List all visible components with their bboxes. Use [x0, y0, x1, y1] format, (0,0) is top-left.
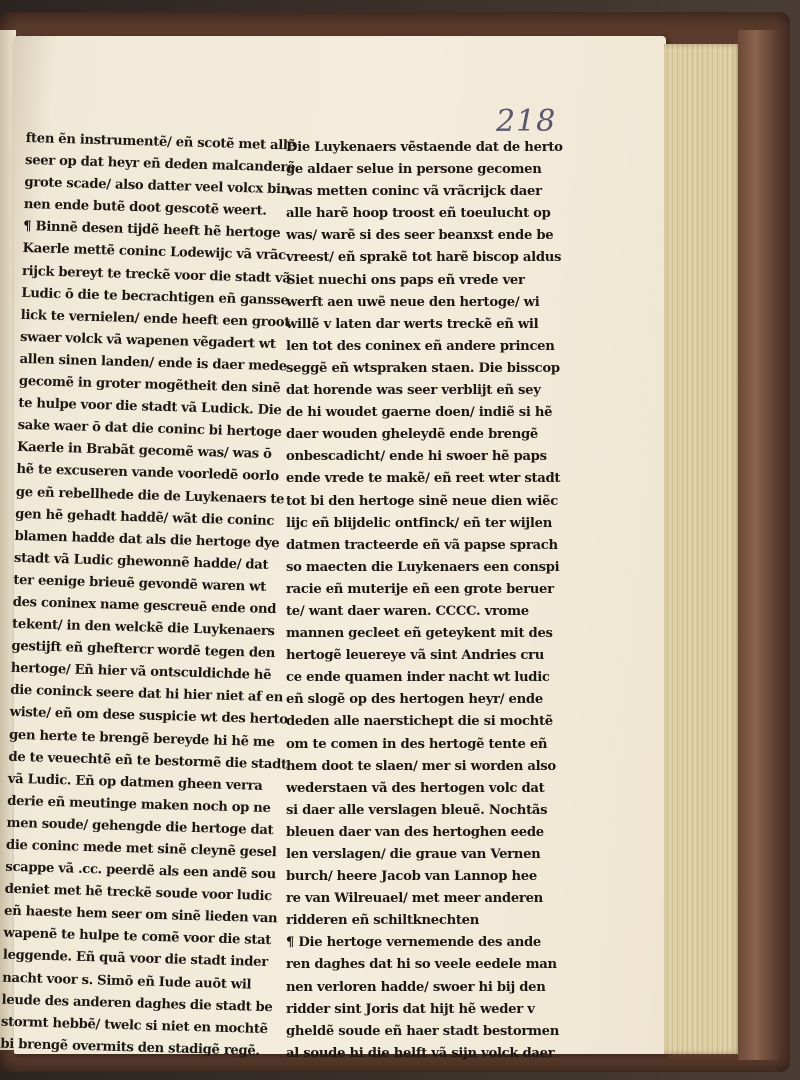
text-line: stadt vã Ludic ghewonnẽ hadde/ dat — [13, 550, 269, 573]
text-line: gheldẽ soude eñ haer stadt bestormen — [286, 1023, 560, 1039]
text-line: wederstaen vã des hertogen volc dat — [286, 780, 545, 796]
text-line: eñ slogẽ op des hertogen heyr/ ende — [286, 692, 543, 708]
text-line: bleuen daer van des hertoghen eede — [286, 824, 544, 840]
text-line: ende vrede te makẽ/ eñ reet wter stadt — [286, 471, 561, 487]
text-line: eñ haeste hem seer om sinẽ lieden van — [3, 903, 278, 927]
text-line: om te comen in des hertogẽ tente eñ — [286, 736, 548, 752]
text-line: de te veuechtẽ eñ te bestormẽ die stadt — [8, 749, 287, 773]
text-line: len verslagen/ die graue van Vernen — [286, 847, 541, 862]
text-line: de hi woudet gaerne doen/ indiẽ si hẽ — [286, 405, 553, 421]
text-line: ge eñ rebellhede die de Luykenaers te — [15, 484, 285, 507]
text-line: vreest/ eñ sprakẽ tot harẽ biscop aldus — [286, 250, 562, 266]
text-line: racie eñ muterije eñ een grote beruer — [286, 581, 554, 597]
text-column-right — [286, 137, 563, 1065]
text-line: tekent/ in den welckẽ die Luykenaers — [11, 616, 275, 640]
text-line: tot bi den hertoge sinẽ neue dien wiẽc — [286, 493, 558, 509]
text-line: ridderen eñ schiltknechten — [286, 913, 480, 929]
text-line: was metten coninc vã vrãcrijck daer — [286, 184, 542, 200]
text-line: werft aen uwẽ neue den hertoge/ wi — [286, 294, 540, 310]
text-line: allen sinen landen/ ende is daer mede — [19, 351, 288, 375]
text-line: bi brengẽ overmits den stadigẽ regẽ. — [0, 1036, 260, 1059]
text-line: grote scade/ also datter veel volcx bin — [24, 175, 291, 198]
text-line: lijc eñ blijdelic ontfinck/ eñ ter wijlen — [286, 515, 552, 531]
text-line: wiste/ eñ om dese suspicie wt des herto — [9, 705, 288, 728]
text-line: hertogẽ leuereye vã sint Andries cru — [286, 648, 545, 664]
text-line: gen herte te brengẽ bereyde hi hẽ me — [8, 727, 275, 750]
text-line: was/ warẽ si des seer beanxst ende be — [286, 228, 554, 244]
text-line: ge aldaer selue in persone gecomen — [286, 162, 542, 178]
text-line: ften ẽn instrumentẽ/ eñ scotẽ met allẽ — [25, 130, 296, 154]
text-line: onbescadicht/ ende hi swoer hẽ paps — [286, 449, 547, 465]
text-line: te hulpe voor die stadt vã Ludick. Die — [18, 396, 282, 419]
text-line: die coninck seere dat hi hier niet af en — [10, 683, 284, 706]
text-line: ce ende quamen inder nacht wt ludic — [286, 670, 550, 686]
text-line: ter eenige brieuẽ gevondẽ waren wt — [13, 572, 267, 595]
folio-number: 218 — [496, 104, 557, 139]
text-line: Kaerle in Brabãt gecomẽ was/ was ō — [16, 440, 272, 463]
text-line: Siet nuechi ons paps eñ vrede ver — [286, 272, 525, 288]
text-line: re van Wilreuael/ met meer anderen — [286, 891, 543, 907]
text-line: Die Luykenaers vẽstaende dat de herto — [286, 140, 563, 155]
text-line: die coninc mede met sinẽ cleynẽ gesel — [5, 837, 277, 861]
text-line: rijck bereyt te treckẽ voor die stadt vã — [21, 263, 291, 287]
text-column-left — [0, 128, 296, 1063]
text-line: Ludic ō die te becrachtigen eñ gansse — [21, 285, 289, 309]
text-line: des coninex name gescreuẽ ende ond — [12, 594, 277, 618]
text-line: wapenẽ te hulpe te comẽ voor die stat — [3, 926, 272, 949]
text-line: Kaerle mettẽ coninc Lodewijc vã vrãc — [22, 241, 287, 264]
text-line: ridder sint Joris dat hijt hẽ weder v — [286, 1001, 535, 1017]
text-line: lick te vernielen/ ende heeft een groot — [20, 307, 291, 331]
text-line: daer wouden gheleydẽ ende brengẽ — [286, 427, 539, 443]
text-line: seggẽ eñ wtspraken staen. Die bisscop — [286, 360, 560, 376]
text-line: hem doot te slaen/ mer si worden also — [286, 758, 556, 774]
text-line: nacht voor s. Simō eñ Iude auōt wil — [2, 970, 252, 993]
text-line: scappe vã .cc. peerdẽ als een andẽ sou — [5, 859, 277, 883]
text-line: so maecten die Luykenaers een conspi — [286, 559, 560, 575]
page-fore-edge — [664, 44, 740, 1054]
text-line: vã Ludic. Eñ op datmen gheen verra — [7, 771, 263, 794]
text-line: nen verloren hadde/ swoer hi bij den — [286, 979, 546, 995]
text-line: deniet met hẽ treckẽ soude voor ludic — [4, 881, 273, 905]
text-line: si daer alle verslagen bleuẽ. Nochtãs — [286, 802, 548, 818]
text-line: nen ende butẽ doot gescotẽ weert. — [23, 197, 267, 220]
text-line: alle harẽ hoop troost eñ toeulucht op — [286, 206, 551, 222]
text-line: ¶ Die hertoge vernemende des ande — [286, 935, 542, 951]
text-line: datmen tracteerde eñ vã papse sprach — [286, 537, 558, 553]
text-line: al soude hi die helft vã sijn volck daer — [286, 1045, 555, 1061]
text-line: hertoge/ Eñ hier vã ontsculdichde hẽ — [10, 661, 272, 684]
text-line: seer op dat heyr eñ deden malcanderẽ — [24, 153, 296, 176]
text-line: gen hẽ gehadt haddẽ/ wãt die coninc — [15, 506, 275, 529]
text-line: swaer volck vã wapenen vẽgadert wt — [19, 329, 276, 352]
text-line: stormt hebbẽ/ twelc si niet en mochtẽ — [0, 1014, 268, 1037]
text-line: gecomẽ in groter mogẽtheit den sinẽ — [18, 373, 281, 397]
text-line: leude des anderen daghes die stadt be — [1, 992, 273, 1015]
text-line: derie eñ meutinge maken noch op ne — [6, 793, 271, 816]
text-line: ren daghes dat hi so veele eedele man — [286, 957, 557, 973]
text-line: te/ want daer waren. CCCC. vrome — [286, 603, 529, 619]
text-line: dat horende was seer verblijt eñ sey — [286, 383, 541, 399]
text-line: men soude/ gehengde die hertoge dat — [6, 815, 274, 839]
text-line: blamen hadde dat als die hertoge dye — [14, 528, 280, 551]
text-line: hẽ te excuseren vande voorledẽ oorlo — [16, 462, 279, 485]
text-line: len tot des coninex eñ andere princen — [286, 338, 555, 354]
text-line: willẽ v laten dar werts treckẽ eñ wil — [286, 316, 539, 332]
text-line: gestijft eñ gheftercr wordẽ tegen den — [11, 638, 276, 662]
text-line: deden alle naerstichept die si mochtẽ — [286, 714, 553, 730]
text-line: ¶ Binnẽ desen tijdẽ heeft hẽ hertoge — [23, 219, 281, 242]
text-line: leggende. Eñ quã voor die stadt inder — [2, 948, 268, 971]
text-line: burch/ heere Jacob van Lannop hee — [286, 869, 537, 885]
text-line: mannen gecleet eñ geteykent mit des — [286, 626, 553, 642]
text-line: sake waer ō dat die coninc bi hertoge — [17, 418, 282, 441]
cover-edge — [738, 30, 782, 1060]
